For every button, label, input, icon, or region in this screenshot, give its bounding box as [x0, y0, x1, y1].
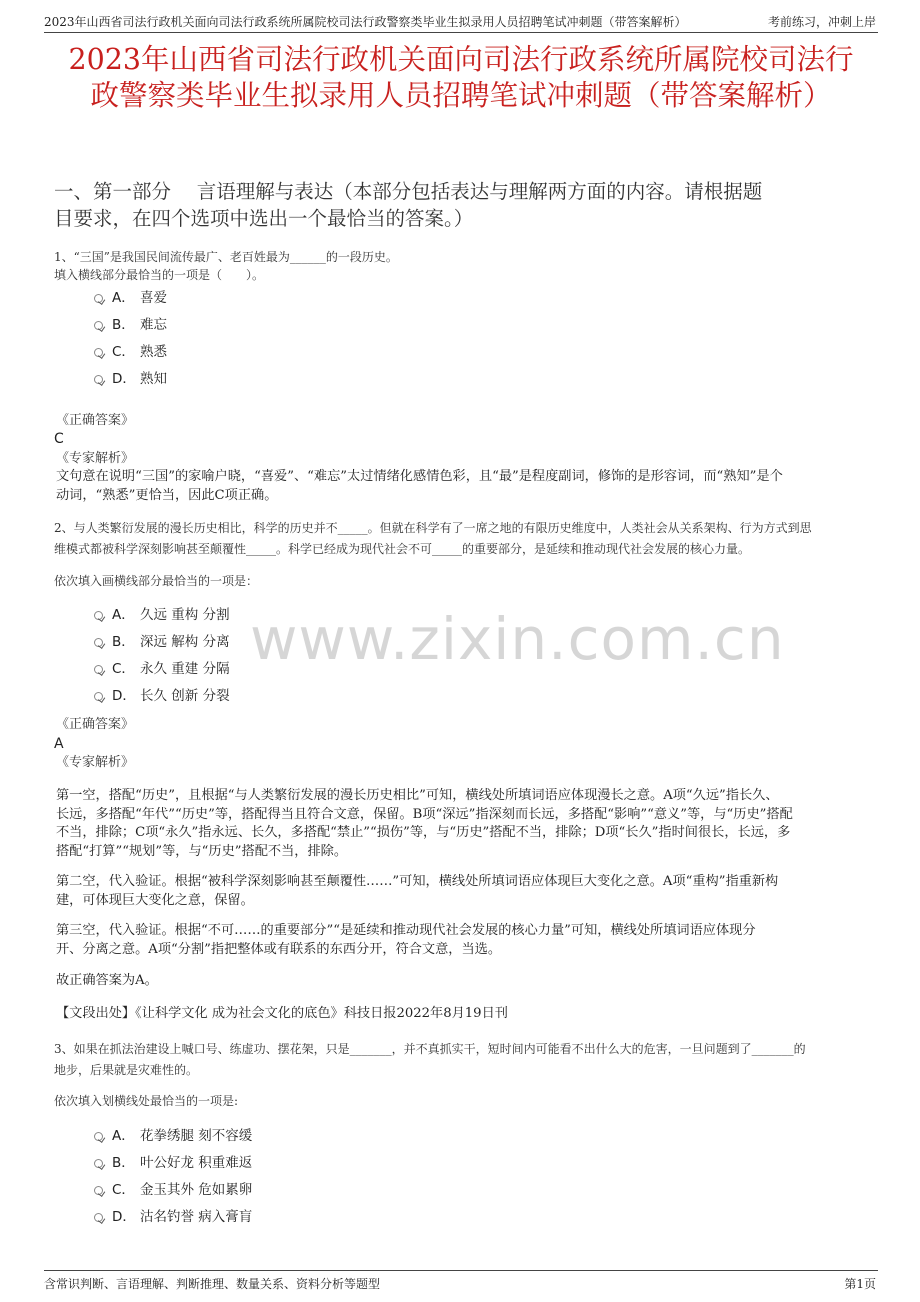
radio-icon[interactable] — [94, 294, 103, 303]
q3-option-b[interactable] — [94, 1154, 252, 1172]
page-footer — [44, 1275, 878, 1292]
option-text: 深远 解构 分离 — [140, 634, 230, 650]
q1-analysis-line-2: 动词，“熟悉”更恰当，因此C项正确。 — [56, 487, 278, 503]
q3-stem-line-1: 3、如果在抓法治建设上喊口号、练虚功、摆花架，只是_______，并不真抓实干，短时间内可能看不出什么大的危害，一旦问题到了_______的 — [54, 1042, 806, 1056]
q2-stem — [54, 519, 874, 558]
option-letter: D． — [112, 1209, 136, 1225]
q1-analysis-label: 《专家解析》 — [56, 451, 135, 466]
option-letter: A． — [112, 1128, 135, 1144]
radio-icon[interactable] — [94, 1132, 103, 1141]
radio-icon[interactable] — [94, 1213, 103, 1222]
section-line-2: 目要求，在四个选项中选出一个最恰当的答案。） — [54, 207, 474, 230]
radio-icon[interactable] — [94, 611, 103, 620]
q3-stem-line-3: 依次填入划横线处最恰当的一项是: — [54, 1094, 239, 1108]
q1-stem-line-1: 1、“三国”是我国民间流传最广、老百姓最为______的一段历史。 — [54, 250, 398, 264]
option-letter: D． — [112, 371, 136, 387]
q2-para1-line-1: 第一空，搭配“历史”，且根据“与人类繁衍发展的漫长历史相比”可知，横线处所填词语应体现漫长之意。A项“久远”指长久、 — [56, 788, 779, 803]
q3-option-d[interactable] — [94, 1208, 252, 1226]
page-header — [44, 13, 878, 30]
q2-para3-line-1: 第三空，代入验证。根据“不可……的重要部分”“是延续和推动现代社会发展的核心力量”可知，横线处所填词语应体现分 — [56, 923, 756, 938]
q2-option-c[interactable] — [94, 660, 230, 678]
q2-analysis-para-1 — [56, 787, 862, 861]
q1-option-c[interactable] — [94, 343, 167, 361]
option-letter: B． — [112, 317, 135, 333]
footer-rule — [44, 1270, 878, 1271]
q2-analysis-label: 《专家解析》 — [56, 755, 135, 770]
header-slogan: 考前练习，冲刺上岸 — [767, 15, 876, 29]
q1-option-b[interactable] — [94, 316, 167, 334]
option-text: 叶公好龙 积重难返 — [140, 1155, 253, 1171]
q1-option-d[interactable] — [94, 370, 167, 388]
option-text: 久远 重构 分割 — [140, 607, 230, 623]
option-letter: B． — [112, 634, 135, 650]
radio-icon[interactable] — [94, 1159, 103, 1168]
q3-stem-line-2: 地步，后果就是灾难性的。 — [54, 1063, 199, 1077]
footer-topics: 含常识判断、言语理解、判断推理、数量关系、资料分析等题型 — [44, 1277, 381, 1291]
radio-icon[interactable] — [94, 321, 103, 330]
q2-para1-line-4: 搭配“打算”“规划”等，与“历史”搭配不当，排除。 — [56, 843, 348, 859]
radio-icon[interactable] — [94, 348, 103, 357]
q2-conclusion: 故正确答案为A。 — [56, 973, 158, 988]
q2-para3-line-2: 开、分离之意。A项“分割”指把整体或有联系的东西分开，符合文意，当选。 — [56, 941, 502, 957]
header-rule — [44, 32, 878, 33]
option-text: 难忘 — [140, 317, 167, 333]
q2-option-b[interactable] — [94, 633, 230, 651]
section-heading — [54, 178, 874, 232]
option-letter: B． — [112, 1155, 135, 1171]
title-line-2: 政警察类毕业生拟录用人员招聘笔试冲刺题（带答案解析） — [90, 79, 832, 112]
q1-stem-line-2: 填入横线部分最恰当的一项是（ ）。 — [54, 268, 265, 282]
section-line-1: 一、第一部分 言语理解与表达（本部分包括表达与理解两方面的内容。请根据题 — [54, 180, 763, 203]
q3-option-c[interactable] — [94, 1181, 252, 1199]
page-number: 第1页 — [844, 1277, 876, 1291]
document-title — [44, 42, 878, 114]
q2-source: 【文段出处】《让科学文化 成为社会文化的底色》科技日报2022年8月19日刊 — [56, 1006, 508, 1021]
option-text: 熟知 — [140, 371, 167, 387]
option-text: 熟悉 — [140, 344, 167, 360]
radio-icon[interactable] — [94, 665, 103, 674]
option-text: 金玉其外 危如累卵 — [140, 1182, 253, 1198]
radio-icon[interactable] — [94, 375, 103, 384]
radio-icon[interactable] — [94, 692, 103, 701]
q3-option-a[interactable] — [94, 1127, 252, 1145]
option-letter: C． — [112, 344, 135, 360]
watermark: www.zixin.com.cn — [250, 605, 785, 673]
option-text: 沽名钓誉 病入膏肓 — [140, 1209, 253, 1225]
option-letter: A． — [112, 290, 135, 306]
q2-para2-line-1: 第二空，代入验证。根据“被科学深刻影响甚至颠覆性……”可知，横线处所填词语应体现巨大变化之意。A项“重构”指重新构 — [56, 874, 779, 889]
q1-analysis-line-1: 文句意在说明“三国”的家喻户晓，“喜爱”、“难忘”太过情绪化感情色彩，且“最”是程度副词，修饰的是形容词，而“熟知”是个 — [56, 469, 783, 484]
title-line-1: 2023年山西省司法行政机关面向司法行政系统所属院校司法行 — [68, 43, 854, 76]
option-text: 喜爱 — [140, 290, 167, 306]
q2-stem-line-3: 依次填入画横线部分最恰当的一项是： — [54, 574, 259, 588]
q1-answer: C — [54, 431, 64, 447]
radio-icon[interactable] — [94, 1186, 103, 1195]
header-doc-title: 2023年山西省司法行政机关面向司法行政系统所属院校司法行政警察类毕业生拟录用人员招聘笔试冲刺题（带答案解析） — [44, 15, 687, 29]
q1-analysis — [56, 468, 862, 505]
q3-stem — [54, 1040, 874, 1079]
q2-answer: A — [54, 736, 64, 752]
q2-stem-line-1: 2、与人类繁衍发展的漫长历史相比，科学的历史并不_____。但就在科学有了一席之地的有限历史维度中，人类社会从关系架构、行为方式到思 — [54, 521, 812, 535]
q1-option-a[interactable] — [94, 289, 167, 307]
option-letter: C． — [112, 661, 135, 677]
option-letter: A． — [112, 607, 135, 623]
q2-stem-line-2: 维模式都被科学深刻影响甚至颠覆性_____。科学已经成为现代社会不可_____的重要部分，是延续和推动现代社会发展的核心力量。 — [54, 542, 751, 556]
option-letter: D． — [112, 688, 136, 704]
q1-answer-label: 《正确答案》 — [56, 413, 135, 428]
q2-analysis-para-2 — [56, 873, 862, 910]
radio-icon[interactable] — [94, 638, 103, 647]
q2-para1-line-2: 长远，多搭配“年代”“历史”等，搭配得当且符合文意，保留。B项“深远”指深刻而长远，多搭配“影响”“意义”等，与“历史”搭配 — [56, 806, 793, 822]
option-letter: C． — [112, 1182, 135, 1198]
option-text: 长久 创新 分裂 — [140, 688, 230, 704]
q1-stem — [54, 248, 874, 284]
q2-option-d[interactable] — [94, 687, 230, 705]
q2-answer-label: 《正确答案》 — [56, 717, 135, 732]
q2-option-a[interactable] — [94, 606, 230, 624]
option-text: 花拳绣腿 刻不容缓 — [140, 1128, 253, 1144]
q2-para2-line-2: 建，可体现巨大变化之意，保留。 — [56, 892, 254, 908]
q2-analysis-para-3 — [56, 922, 862, 959]
q2-para1-line-3: 不当，排除；C项“永久”指永远、长久，多搭配“禁止”“损伤”等，与“历史”搭配不当，排除；D项“长久”指时间很长，长远，多 — [56, 825, 791, 840]
option-text: 永久 重建 分隔 — [140, 661, 230, 677]
